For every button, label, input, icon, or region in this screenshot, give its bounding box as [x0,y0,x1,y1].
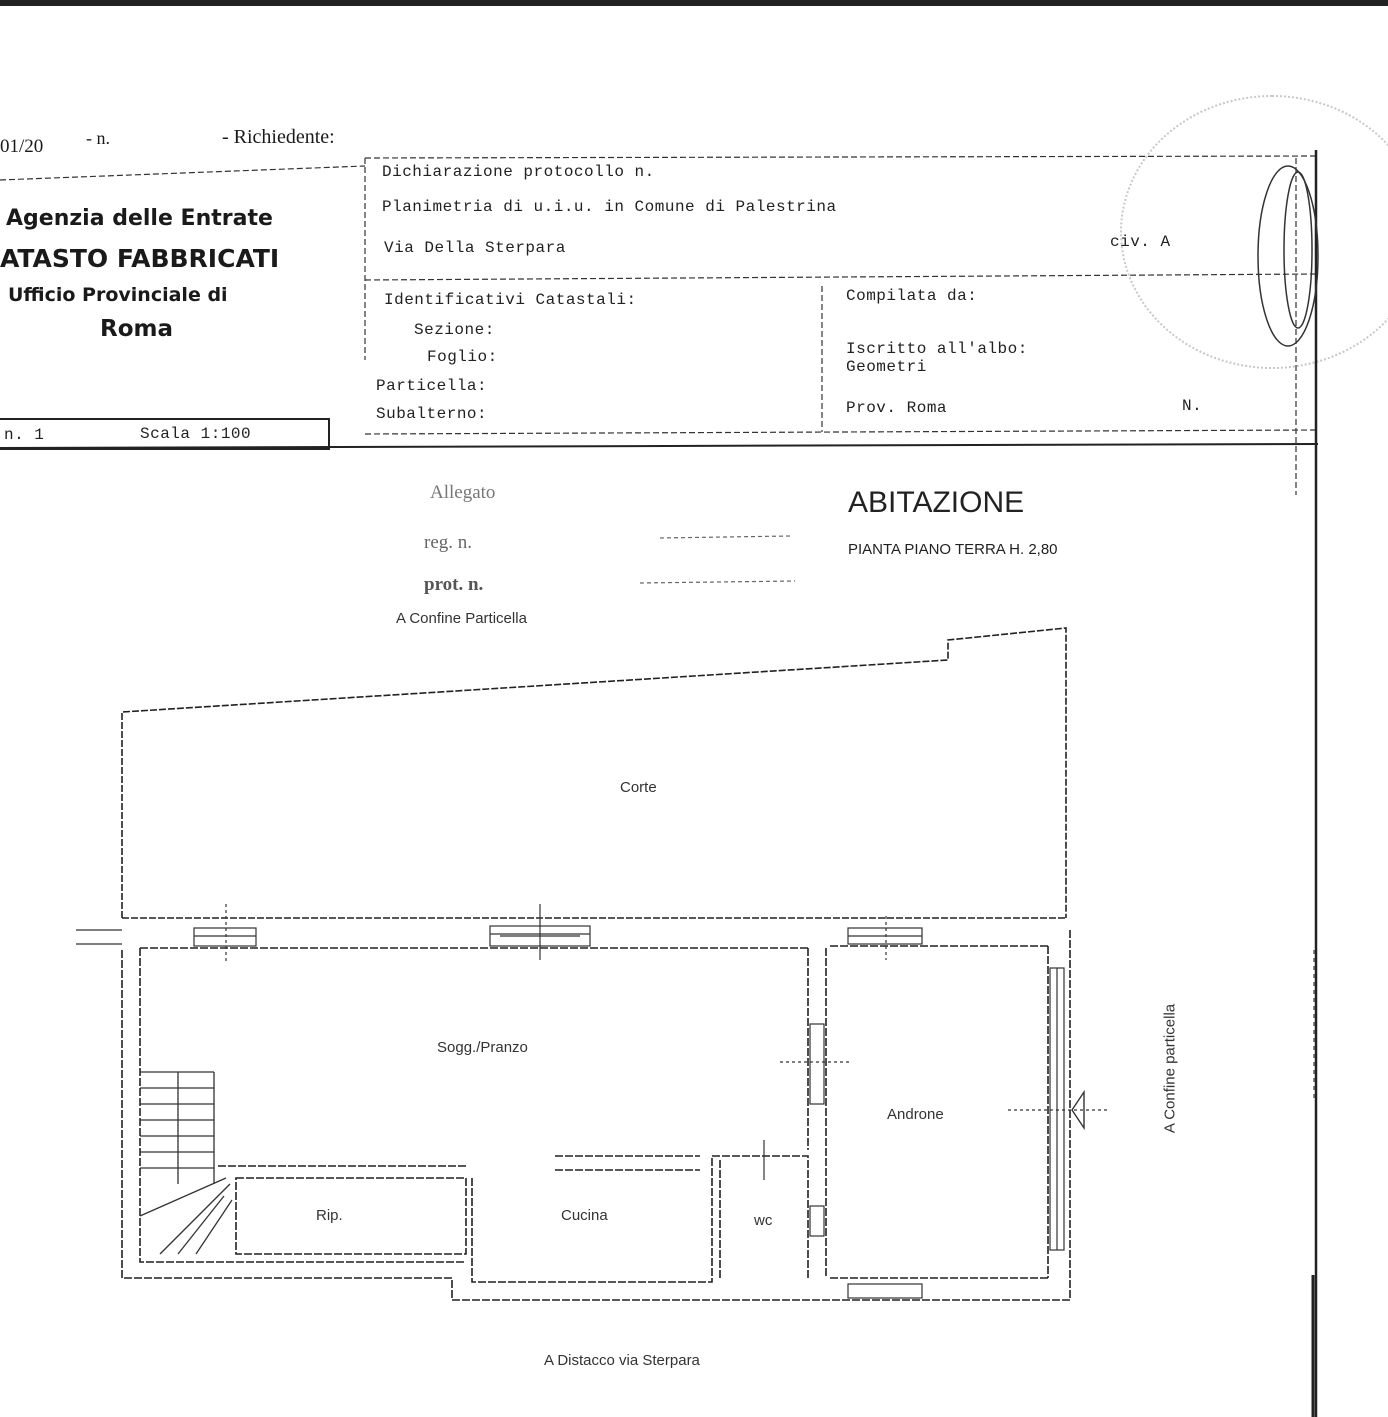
agency-name: Agenzia delle Entrate [6,206,273,231]
reg-number-label: reg. n. [424,532,473,553]
agency-city: Roma [100,316,173,342]
door-sogg-androne [810,1024,824,1104]
room-cucina: Cucina [561,1207,608,1224]
request-number-label: - n. [86,128,110,148]
sheet-border-top [0,444,1318,448]
province-label: Prov. Roma [846,399,948,417]
declaration-protocol: Dichiarazione protocollo n. [382,163,655,181]
wall-kitchen [472,1156,808,1282]
agency-office: Ufficio Provinciale di [8,284,228,306]
compiled-by-label: Compilata da: [846,287,978,305]
form-bottom-border [365,430,1318,434]
plan-title: ABITAZIONE [848,486,1025,519]
sheet-number: n. 1 [4,426,45,444]
sezione-label: Sezione: [414,321,495,339]
plan-subtitle: PIANTA PIANO TERRA H. 2,80 [848,541,1058,558]
room-androne: Androne [887,1106,944,1123]
form-middle-border [365,274,1318,280]
agency-cadastre: ATASTO FABBRICATI [0,244,280,273]
registry-number-label: N. [1182,397,1203,415]
declaration-planimetry: Planimetria di u.i.u. in Comune di Palestrina [382,198,837,216]
prot-number-label: prot. n. [424,574,484,595]
room-rip: Rip. [316,1207,343,1224]
storage-room [236,1178,466,1254]
subalterno-label: Subalterno: [376,405,488,423]
window-south [848,1284,922,1298]
identifiers-title: Identificativi Catastali: [384,291,637,309]
window-north-1 [194,928,256,946]
room-soggiorno: Sogg./Pranzo [437,1039,528,1056]
declaration-address: Via Della Sterpara [384,239,566,257]
foglio-label: Foglio: [427,348,498,366]
staircase [140,1072,232,1254]
requester-label: - Richiedente: [222,126,335,148]
confine-right-label: A Confine particella [1161,1003,1179,1134]
confine-top-label: A Confine Particella [396,610,527,627]
header-divider-left [0,166,365,180]
wall-west [140,948,464,1262]
attachment-label: Allegato [430,482,496,503]
window-wc [810,1206,824,1236]
court-outline [122,628,1066,918]
declaration-civic: civ. A [1110,233,1171,251]
room-corte: Corte [620,779,657,796]
registered-label: Iscritto all'albo: [846,340,1028,358]
wall-outer [122,930,1070,1300]
scale-label: Scala 1:100 [140,425,252,443]
date-fragment: 01/20 [0,136,44,157]
registry-geometri: Geometri [846,358,927,376]
form-top-border [365,156,1318,158]
distacco-label: A Distacco via Sterpara [544,1352,700,1369]
particella-label: Particella: [376,377,488,395]
room-wc: wc [754,1212,773,1229]
